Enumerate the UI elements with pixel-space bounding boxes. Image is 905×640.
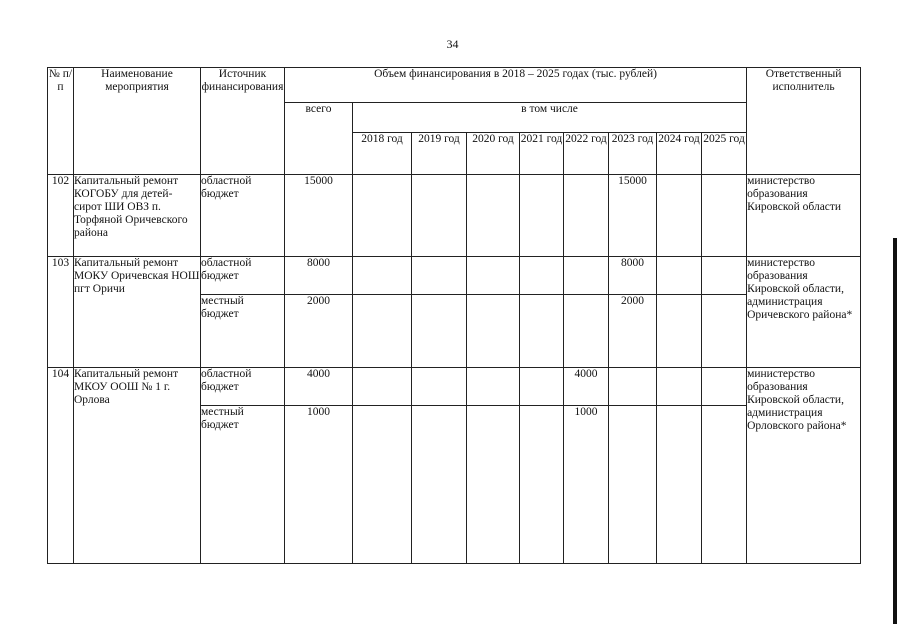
header-name: Наименование мероприятия	[74, 68, 201, 175]
funding-year-value: 8000	[609, 257, 657, 295]
header-year: 2024 год	[657, 133, 702, 174]
table-row	[48, 174, 861, 256]
funding-source: областной бюджет	[201, 367, 285, 405]
funding-year-value	[657, 295, 702, 367]
funding-year-value	[702, 295, 747, 367]
header-year: 2021 год	[520, 133, 564, 174]
funding-year-value: 15000	[609, 174, 657, 256]
header-year: 2019 год	[412, 133, 467, 174]
header-total: всего	[285, 103, 353, 174]
funding-total: 2000	[285, 295, 353, 367]
measure-name: Капитальный ремонт КОГОБУ для детей-сирот ШИ ОВЗ п. Торфяной Оричевского района	[74, 174, 201, 256]
funding-year-value	[520, 295, 564, 367]
measure-name: Капитальный ремонт МКОУ ООШ № 1 г. Орлова	[74, 367, 201, 563]
header-including: в том числе	[353, 103, 747, 133]
row-number: 104	[48, 367, 74, 563]
measure-name: Капитальный ремонт МОКУ Оричевская НОШ пгт Оричи	[74, 257, 201, 368]
funding-year-value	[564, 174, 609, 256]
page-number: 34	[446, 37, 459, 51]
funding-year-value	[657, 405, 702, 563]
funding-total: 8000	[285, 257, 353, 295]
funding-year-value	[412, 295, 467, 367]
funding-source: местный бюджет	[201, 295, 285, 367]
funding-year-value: 1000	[564, 405, 609, 563]
header-year: 2022 год	[564, 133, 609, 174]
header-volume: Объем финансирования в 2018 – 2025 годах (тыс. рублей)	[285, 68, 747, 103]
row-number: 103	[48, 257, 74, 368]
scan-edge-bar	[893, 238, 897, 624]
funding-source: областной бюджет	[201, 257, 285, 295]
header-executor: Ответственный исполнитель	[747, 68, 861, 175]
executor: министерство образования Кировской области	[747, 174, 861, 256]
funding-year-value: 4000	[564, 367, 609, 405]
funding-year-value	[467, 257, 520, 295]
funding-year-value	[412, 257, 467, 295]
funding-year-value	[467, 405, 520, 563]
header-year: 2020 год	[467, 133, 520, 174]
funding-year-value	[609, 405, 657, 563]
funding-year-value	[412, 174, 467, 256]
header-year: 2023 год	[609, 133, 657, 174]
header-source: Источник финансирования	[201, 68, 285, 175]
funding-year-value	[353, 257, 412, 295]
table-row	[48, 367, 861, 405]
header-year: 2025 год	[702, 133, 747, 174]
funding-year-value	[520, 367, 564, 405]
funding-year-value	[353, 295, 412, 367]
funding-year-value	[520, 257, 564, 295]
funding-year-value	[564, 295, 609, 367]
funding-table	[47, 67, 861, 564]
funding-year-value	[702, 405, 747, 563]
funding-source: местный бюджет	[201, 405, 285, 563]
funding-year-value	[657, 257, 702, 295]
row-number: 102	[48, 174, 74, 256]
executor: министерство образования Кировской области, администрация Орловского района*	[747, 367, 861, 563]
funding-year-value	[702, 257, 747, 295]
funding-total: 15000	[285, 174, 353, 256]
funding-year-value	[520, 405, 564, 563]
funding-year-value	[353, 405, 412, 563]
funding-total: 4000	[285, 367, 353, 405]
funding-year-value	[412, 405, 467, 563]
funding-year-value	[353, 367, 412, 405]
funding-year-value	[657, 367, 702, 405]
executor: министерство образования Кировской области, администрация Оричевского района*	[747, 257, 861, 368]
funding-year-value	[702, 174, 747, 256]
header-num: № п/п	[48, 68, 74, 175]
funding-year-value: 2000	[609, 295, 657, 367]
funding-year-value	[353, 174, 412, 256]
funding-source: областной бюджет	[201, 174, 285, 256]
header-row-1	[48, 68, 861, 103]
funding-total: 1000	[285, 405, 353, 563]
funding-year-value	[467, 174, 520, 256]
funding-year-value	[467, 367, 520, 405]
funding-year-value	[467, 295, 520, 367]
header-year: 2018 год	[353, 133, 412, 174]
funding-year-value	[520, 174, 564, 256]
funding-year-value	[564, 257, 609, 295]
funding-year-value	[412, 367, 467, 405]
funding-year-value	[657, 174, 702, 256]
funding-year-value	[609, 367, 657, 405]
table-row	[48, 257, 861, 295]
funding-year-value	[702, 367, 747, 405]
